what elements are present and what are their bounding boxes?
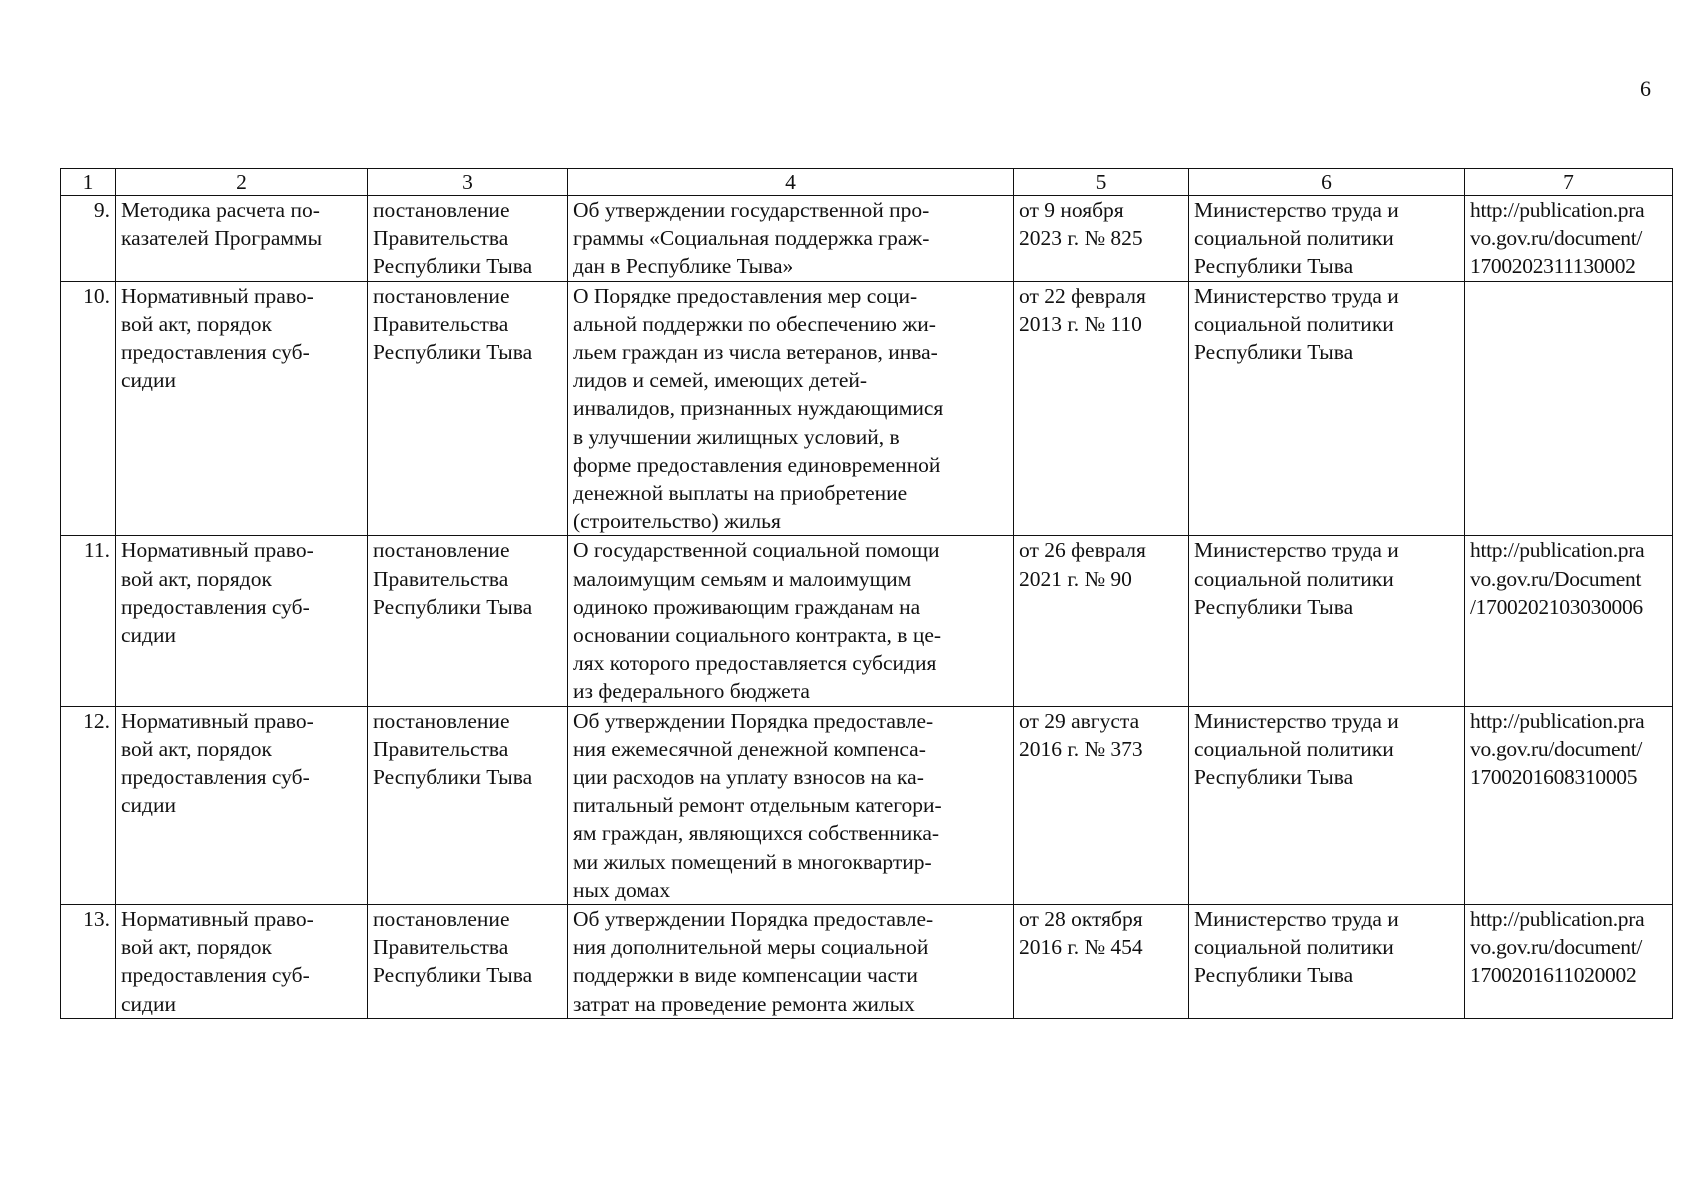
act-title-cell [568, 536, 1014, 706]
cell-line: http://publication.pra [1470, 538, 1645, 563]
cell-line: Республики Тыва [373, 340, 533, 365]
column-header: 1 [61, 169, 116, 196]
cell-line: Республики Тыва [1194, 765, 1354, 790]
cell-line: Республики Тыва [373, 765, 533, 790]
legal-acts-table [60, 168, 1673, 1019]
cell-line: малоимущим семьям и малоимущим [573, 566, 912, 591]
cell-line: Правительства [373, 935, 509, 960]
act-date-cell [1014, 536, 1189, 706]
cell-line: 2023 г. № 825 [1019, 226, 1143, 251]
act-date-cell [1014, 281, 1189, 536]
act-type-cell [368, 196, 568, 282]
column-header: 2 [116, 169, 368, 196]
cell-line: 1700201611020002 [1470, 963, 1637, 988]
cell-line: Министерство труда и [1194, 283, 1399, 308]
table-row [61, 905, 1673, 1019]
cell-line: Об утверждении Порядка предоставле- [573, 708, 934, 733]
cell-line: 2013 г. № 110 [1019, 311, 1142, 336]
cell-line: затрат на проведение ремонта жилых [573, 991, 915, 1016]
cell-line: вой акт, порядок [121, 736, 272, 761]
authority-cell [1189, 706, 1465, 904]
cell-line: vo.gov.ru/document/ [1470, 226, 1643, 251]
cell-line: Республики Тыва [1194, 594, 1354, 619]
column-header: 4 [568, 169, 1014, 196]
cell-line: Министерство труда и [1194, 198, 1399, 222]
cell-line: Методика расчета по- [121, 198, 320, 222]
row-number: 12. [61, 706, 116, 904]
cell-line: http://publication.pra [1470, 198, 1645, 222]
cell-line: http://publication.pra [1470, 708, 1645, 733]
row-number: 9. [61, 196, 116, 282]
cell-line: Правительства [373, 311, 509, 336]
document-name-cell [116, 536, 368, 706]
cell-line: социальной политики [1194, 226, 1394, 251]
cell-line: казателей Программы [121, 226, 323, 251]
cell-line: лях которого предоставляется субсидия [573, 651, 937, 676]
cell-line: 2016 г. № 373 [1019, 736, 1143, 761]
column-header: 5 [1014, 169, 1189, 196]
document-name-cell [116, 281, 368, 536]
cell-line: от 29 августа [1019, 708, 1140, 733]
cell-line: ния дополнительной меры социальной [573, 935, 929, 960]
cell-line: постановление [373, 198, 510, 222]
cell-line: от 28 октября [1019, 907, 1143, 932]
cell-line: денежной выплаты на приобретение [573, 481, 908, 506]
act-title-cell [568, 905, 1014, 1019]
authority-cell [1189, 905, 1465, 1019]
cell-line: Республики Тыва [1194, 254, 1354, 279]
header-row [61, 169, 1673, 196]
publication-link-cell [1465, 536, 1673, 706]
cell-line: в улучшении жилищных условий, в [573, 424, 900, 449]
act-date-cell [1014, 706, 1189, 904]
cell-line: Нормативный право- [121, 283, 314, 308]
publication-link-cell [1465, 196, 1673, 282]
act-title-cell [568, 196, 1014, 282]
cell-line: альной поддержки по обеспечению жи- [573, 311, 936, 336]
cell-line: Нормативный право- [121, 708, 314, 733]
cell-line: вой акт, порядок [121, 566, 272, 591]
cell-line: vo.gov.ru/document/ [1470, 736, 1643, 761]
cell-line: ям граждан, являющихся собственника- [573, 821, 940, 846]
publication-link-cell [1465, 706, 1673, 904]
cell-line: форме предоставления единовременной [573, 452, 941, 477]
cell-line: питальный ремонт отдельным категори- [573, 793, 942, 818]
cell-line: инвалидов, признанных нуждающимися [573, 396, 944, 421]
cell-line: от 26 февраля [1019, 538, 1146, 563]
cell-line: Об утверждении Порядка предоставле- [573, 907, 934, 932]
cell-line: /1700202103030006 [1470, 594, 1643, 619]
row-number: 10. [61, 281, 116, 536]
table-row [61, 706, 1673, 904]
document-name-cell [116, 706, 368, 904]
cell-line: (строительство) жилья [573, 509, 781, 534]
cell-line: Республики Тыва [373, 963, 533, 988]
cell-line: ных домах [573, 877, 671, 902]
cell-line: Министерство труда и [1194, 538, 1399, 563]
cell-line: социальной политики [1194, 311, 1394, 336]
publication-link-cell [1465, 905, 1673, 1019]
column-header: 6 [1189, 169, 1465, 196]
table-row [61, 196, 1673, 282]
cell-line: http://publication.pra [1470, 907, 1645, 932]
act-type-cell [368, 536, 568, 706]
cell-line: Республики Тыва [1194, 963, 1354, 988]
cell-line: предоставления суб- [121, 963, 310, 988]
authority-cell [1189, 536, 1465, 706]
publication-link-cell [1465, 281, 1673, 536]
act-title-cell [568, 706, 1014, 904]
column-header: 3 [368, 169, 568, 196]
cell-line: Правительства [373, 736, 509, 761]
cell-line: граммы «Социальная поддержка граж- [573, 226, 930, 251]
cell-line: сидии [121, 991, 176, 1016]
cell-line: вой акт, порядок [121, 311, 272, 336]
document-name-cell [116, 196, 368, 282]
cell-line: лидов и семей, имеющих детей- [573, 368, 868, 393]
cell-line: постановление [373, 708, 510, 733]
cell-line: 1700202311130002 [1470, 254, 1636, 279]
cell-line: одиноко проживающим гражданам на [573, 594, 921, 619]
cell-line: предоставления суб- [121, 765, 310, 790]
page-number: 6 [1640, 76, 1651, 101]
cell-line: от 22 февраля [1019, 283, 1146, 308]
act-type-cell [368, 905, 568, 1019]
cell-line: Правительства [373, 566, 509, 591]
cell-line: ции расходов на уплату взносов на ка- [573, 765, 924, 790]
table-row [61, 536, 1673, 706]
act-type-cell [368, 281, 568, 536]
authority-cell [1189, 281, 1465, 536]
column-header: 7 [1465, 169, 1673, 196]
cell-line: 1700201608310005 [1470, 765, 1638, 790]
cell-line: сидии [121, 793, 176, 818]
cell-line: vo.gov.ru/Document [1470, 566, 1642, 591]
cell-line: Министерство труда и [1194, 708, 1399, 733]
cell-line: от 9 ноября [1019, 198, 1124, 222]
row-number: 13. [61, 905, 116, 1019]
cell-line: 2016 г. № 454 [1019, 935, 1143, 960]
cell-line: сидии [121, 623, 176, 648]
cell-line: Республики Тыва [1194, 340, 1354, 365]
table-row [61, 281, 1673, 536]
cell-line: ния ежемесячной денежной компенса- [573, 736, 926, 761]
cell-line: Нормативный право- [121, 907, 314, 932]
act-date-cell [1014, 905, 1189, 1019]
cell-line: постановление [373, 538, 510, 563]
act-type-cell [368, 706, 568, 904]
cell-line: постановление [373, 907, 510, 932]
act-title-cell [568, 281, 1014, 536]
cell-line: сидии [121, 368, 176, 393]
cell-line: Республики Тыва [373, 594, 533, 619]
cell-line: Министерство труда и [1194, 907, 1399, 932]
cell-line: дан в Республике Тыва» [573, 254, 794, 279]
cell-line: 2021 г. № 90 [1019, 566, 1132, 591]
cell-line: социальной политики [1194, 935, 1394, 960]
cell-line: ми жилых помещений в многоквартир- [573, 849, 932, 874]
cell-line: Об утверждении государственной про- [573, 198, 930, 222]
cell-line: Нормативный право- [121, 538, 314, 563]
cell-line: из федерального бюджета [573, 679, 810, 704]
cell-line: социальной политики [1194, 736, 1394, 761]
authority-cell [1189, 196, 1465, 282]
act-date-cell [1014, 196, 1189, 282]
cell-line: Республики Тыва [373, 254, 533, 279]
cell-line: vo.gov.ru/document/ [1470, 935, 1643, 960]
cell-line: постановление [373, 283, 510, 308]
cell-line: О государственной социальной помощи [573, 538, 940, 563]
cell-line: предоставления суб- [121, 594, 310, 619]
row-number: 11. [61, 536, 116, 706]
cell-line: основании социального контракта, в це- [573, 623, 942, 648]
cell-line: социальной политики [1194, 566, 1394, 591]
cell-line: Правительства [373, 226, 509, 251]
cell-line: вой акт, порядок [121, 935, 272, 960]
cell-line: льем граждан из числа ветеранов, инва- [573, 340, 938, 365]
cell-line: О Порядке предоставления мер соци- [573, 283, 918, 308]
cell-line: поддержки в виде компенсации части [573, 963, 918, 988]
document-name-cell [116, 905, 368, 1019]
cell-line: предоставления суб- [121, 340, 310, 365]
